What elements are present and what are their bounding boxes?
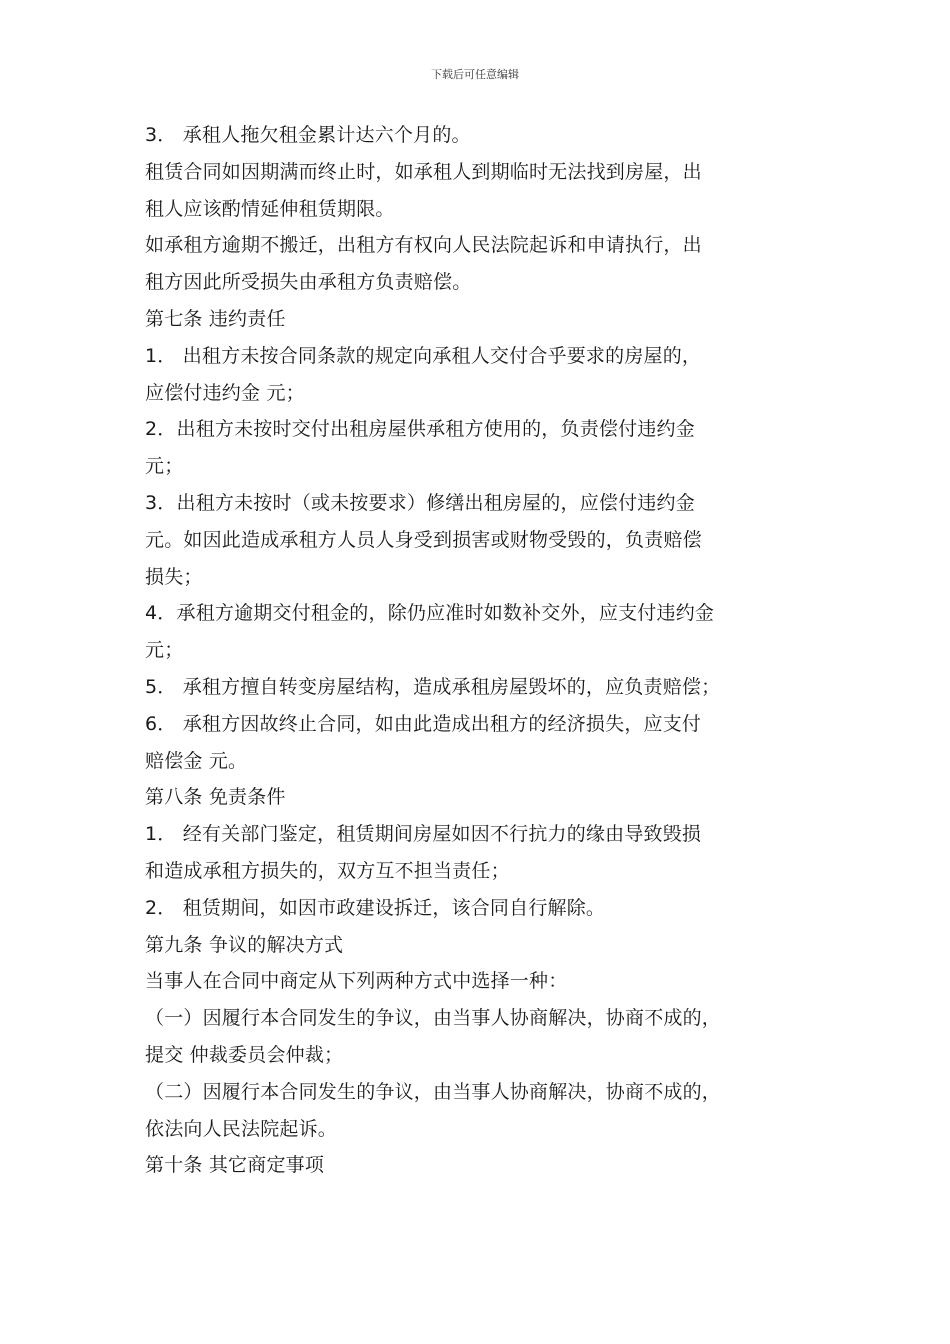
text-line: 如承租方逾期不搬迁，出租方有权向人民法院起诉和申请执行，出	[145, 234, 702, 257]
text-line: 3． 承租人拖欠租金累计达六个月的。	[145, 124, 471, 146]
text-line: 损失；	[145, 565, 203, 588]
text-line: 1． 出租方未按合同条款的规定向承租人交付合乎要求的房屋的，	[145, 344, 702, 367]
text-line: 租人应该酌情延伸租赁期限。	[145, 197, 395, 220]
text-line: 1． 经有关部门鉴定，租赁期间房屋如因不行抗力的缘由导致毁损	[145, 823, 702, 846]
text-line: 元；	[145, 455, 184, 478]
document-body	[145, 117, 825, 1184]
text-line: 赔偿金 元。	[145, 749, 248, 772]
section-heading: 第七条 违约责任	[145, 307, 286, 330]
page-header: 下载后可任意编辑	[431, 68, 519, 81]
text-line: 应偿付违约金 元；	[145, 381, 305, 404]
text-line: （一）因履行本合同发生的争议，由当事人协商解决，协商不成的，	[145, 1007, 722, 1030]
text-line: 2．出租方未按时交付出租房屋供承租方使用的，负责偿付违约金	[145, 418, 695, 441]
text-line: 当事人在合同中商定从下列两种方式中选择一种：	[145, 970, 568, 993]
text-line: 4．承租方逾期交付租金的，除仍应准时如数补交外，应支付违约金	[145, 602, 715, 625]
text-line: 和造成承租方损失的，双方互不担当责任；	[145, 859, 510, 882]
text-line: 提交 仲裁委员会仲裁；	[145, 1043, 344, 1066]
section-heading: 第十条 其它商定事项	[145, 1154, 325, 1177]
text-line: 5． 承租方擅自转变房屋结构，造成承租房屋毁坏的，应负责赔偿；	[145, 675, 721, 698]
section-heading: 第八条 免责条件	[145, 786, 286, 809]
text-line: 租方因此所受损失由承租方负责赔偿。	[145, 271, 472, 294]
text-line: 2． 租赁期间，如因市政建设拆迁，该合同自行解除。	[145, 896, 606, 919]
text-line: 依法向人民法院起诉。	[145, 1117, 338, 1140]
text-line: 6． 承租方因故终止合同，如由此造成出租方的经济损失，应支付	[145, 712, 702, 735]
text-line: 3．出租方未按时（或未按要求）修缮出租房屋的，应偿付违约金	[145, 491, 695, 514]
text-line: （二）因履行本合同发生的争议，由当事人协商解决，协商不成的，	[145, 1080, 722, 1103]
text-line: 元；	[145, 639, 184, 662]
section-heading: 第九条 争议的解决方式	[145, 933, 344, 956]
text-line: 租赁合同如因期满而终止时，如承租人到期临时无法找到房屋，出	[145, 160, 702, 183]
text-line: 元。如因此造成承租方人员人身受到损害或财物受毁的，负责赔偿	[145, 528, 702, 551]
